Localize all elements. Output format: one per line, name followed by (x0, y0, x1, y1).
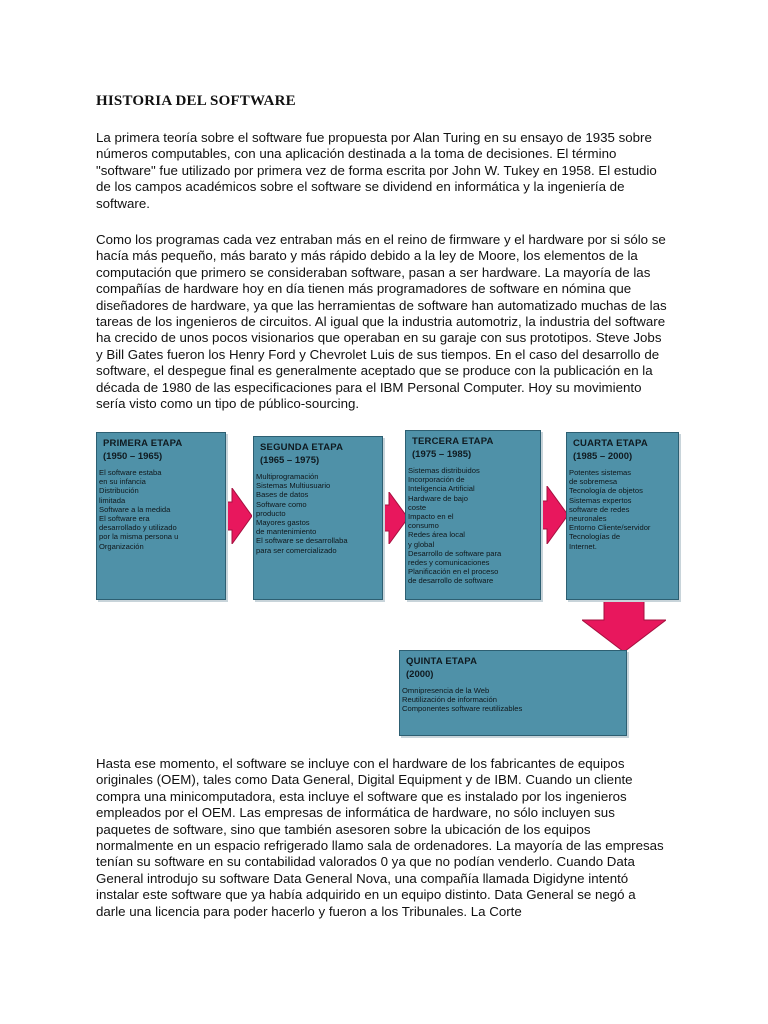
stage-items (567, 468, 678, 551)
stage-item: para ser comercializado (256, 545, 337, 555)
stage-years: (1975 – 1985) (412, 449, 472, 460)
stage-item: Componentes software reutilizables (402, 704, 523, 714)
stage-item: Multiprogramación (256, 472, 319, 481)
stage-box-segunda (253, 436, 383, 600)
stage-item: consumo (408, 521, 439, 531)
stage-item: desarrollado y utilizado (99, 523, 177, 533)
stage-item: Sistemas expertos (569, 495, 632, 505)
stage-item: El software se desarrollaba (256, 536, 348, 546)
stage-box-primera (96, 432, 226, 600)
stage-item: Software como (256, 499, 307, 509)
paragraph-oem: Hasta ese momento, el software se incluye con el hardware de los fabricantes de equipos originales (OEM), tales como Data General, Digital Equipment y de IBM. Cuando un cliente compra una minicomputadora, esta incluye el software que es instalado por los ingenieros empleados por el OEM. Las empresas de informática de hardware, no sólo incluyen sus paquetes de software, sino que también asesoren sobre la ubicación de los equipos normalmente en un espacio refrigerado llamo sala de ordenadores. La mayoría de las empresas tenían su software en su contabilidad valorados 0 ya que no podían venderlo. Cuando Data General introdujo su software Data General Nova, una compañía llamada Digidyne intentó instalar este software que ya había adquirido en un equipo distinto. Data General se negó a darle una licencia para poder hacerlo y fueron a los Tribunales. La Corte (96, 756, 664, 919)
stage-title: TERCERA ETAPA (412, 436, 494, 447)
stage-item: Sistemas Multiusuario (256, 481, 331, 491)
paragraph-intro: La primera teoría sobre el software fue propuesta por Alan Turing en su ensayo de 1935 sobre números computables, con una aplicación destinada a la toma de decisiones. El término "software" fue utilizado por primera vez de forma escrita por John W. Tukey en 1958. El estudio de los campos académicos sobre el software se dividend en informática y la ingeniería de software. (96, 130, 657, 211)
stage-item: software de redes (569, 504, 630, 514)
stage-item: Incorporación de (408, 475, 465, 485)
stage-box-quinta (399, 650, 627, 736)
stage-item: Entorno Cliente/servidor (569, 523, 651, 533)
stage-items (400, 686, 626, 714)
stage-item: Organización (99, 541, 144, 551)
stage-item: El software era (99, 514, 150, 524)
down-arrow-icon (582, 598, 666, 652)
stage-item: limitada (99, 495, 126, 505)
document-title: HISTORIA DEL SOFTWARE (96, 93, 296, 109)
stage-item: Internet. (569, 541, 597, 551)
stage-item: coste (408, 502, 427, 512)
stage-item: y global (408, 539, 435, 549)
stage-items (97, 468, 225, 551)
stage-title: QUINTA ETAPA (406, 656, 478, 667)
stage-years: (2000) (406, 669, 434, 680)
stage-years: (1965 – 1975) (260, 455, 320, 466)
software-stages-diagram (0, 420, 768, 750)
stage-item: de mantenimiento (256, 527, 317, 537)
stage-item: en su infancia (99, 477, 146, 487)
stage-years: (1950 – 1965) (103, 451, 163, 462)
stage-years: (1985 – 2000) (573, 451, 633, 462)
stage-item: Mayores gastos (256, 518, 310, 528)
stage-item: Desarrollo de software para (408, 548, 502, 558)
stage-item: Planificación en el proceso (408, 567, 499, 577)
stage-item: por la misma persona u (99, 532, 179, 542)
stage-item: neuronales (569, 514, 607, 524)
stage-title: SEGUNDA ETAPA (260, 442, 344, 453)
stage-item: Bases de datos (256, 490, 309, 500)
stage-items (406, 466, 540, 586)
stage-item: Sistemas distribuidos (408, 466, 480, 475)
stage-item: Tecnología de objetos (569, 486, 643, 496)
paragraph-hardware: Como los programas cada vez entraban más en el reino de firmware y el hardware por si sólo se hacía más pequeño, más barato y más rápido debido a la ley de Moore, los elementos de la computación que primero se consideraban software, pasan a ser hardware. La mayoría de las compañías de hardware hoy en día tienen más programadores de software en nómina que diseñadores de hardware, ya que las herramientas de software han automatizado muchas de las tareas de los ingenieros de circuitos. Al igual que la industria automotriz, la industria del software ha crecido de unos pocos visionarios que operaban en su garaje con sus prototipos. Steve Jobs y Bill Gates fueron los Henry Ford y Chevrolet Luis de sus tiempos. En el caso del desarrollo de software, el despegue final es generalmente aceptado que se produce con la publicación en la década de 1980 de las especificaciones para el IBM Personal Computer. Hoy su movimiento sería visto como un tipo de público-sourcing. (96, 232, 667, 412)
stage-item: Software a la medida (99, 504, 171, 514)
stage-items (254, 472, 382, 555)
stage-box-tercera (405, 430, 541, 600)
stage-item: producto (256, 508, 286, 518)
stage-item: Tecnologías de (569, 532, 621, 542)
stage-item: Omnipresencia de la Web (402, 686, 490, 695)
stage-item: Hardware de bajo (408, 493, 468, 503)
stage-item: Redes área local (408, 530, 465, 540)
stage-item: Impacto en el (408, 512, 454, 522)
stage-item: Inteligencia Artificial (408, 484, 475, 494)
stage-box-cuarta (566, 432, 679, 600)
stage-item: de sobremesa (569, 477, 618, 487)
stage-item: El software estaba (99, 468, 162, 477)
stage-title: CUARTA ETAPA (573, 438, 648, 449)
stage-item: Distribución (99, 486, 139, 496)
stage-item: redes y comunicaciones (408, 558, 490, 568)
stage-item: Potentes sistemas (569, 468, 632, 477)
stage-item: Reutilización de información (402, 695, 497, 705)
stage-item: de desarrollo de software (408, 576, 494, 586)
stage-title: PRIMERA ETAPA (103, 438, 183, 449)
